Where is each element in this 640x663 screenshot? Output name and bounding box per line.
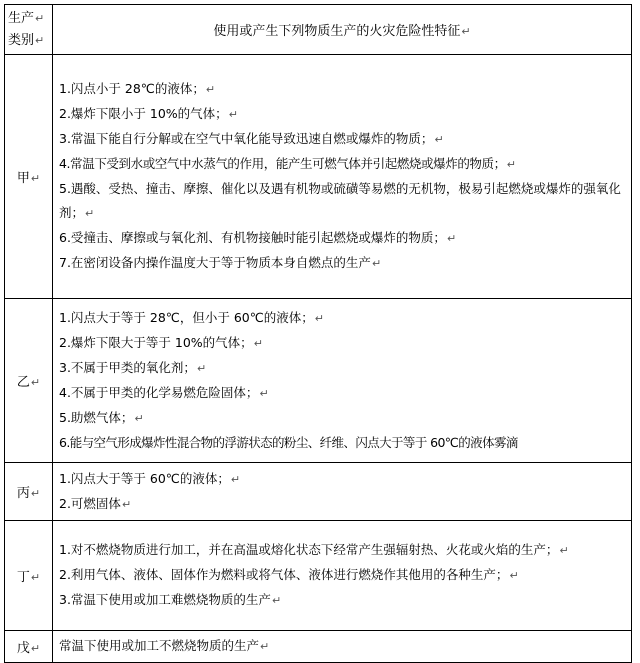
table-row bbox=[5, 463, 632, 521]
paragraph-mark: ↵ bbox=[30, 571, 41, 584]
list-item: 2.利用气体、液体、固体作为燃料或将气体、液体进行燃烧作其他用的各种生产；↵ bbox=[59, 567, 519, 582]
list-item: 3.不属于甲类的氧化剂；↵ bbox=[59, 360, 207, 375]
category-label: 乙 bbox=[16, 375, 30, 390]
paragraph-mark: ↵ bbox=[30, 376, 41, 389]
items-cell-bing bbox=[53, 463, 632, 521]
category-label: 甲 bbox=[16, 171, 30, 186]
items-cell-jia bbox=[53, 55, 632, 299]
list-item: 常温下使用或加工不燃烧物质的生产↵ bbox=[59, 638, 270, 653]
fire-hazard-classification-table bbox=[4, 4, 632, 663]
list-item: 2.爆炸下限小于 10%的气体；↵ bbox=[59, 106, 238, 121]
table-header-row bbox=[5, 5, 632, 55]
category-cell-wu bbox=[5, 631, 53, 663]
table-row bbox=[5, 299, 632, 463]
header-category-cell bbox=[5, 5, 53, 55]
table-row bbox=[5, 55, 632, 299]
items-cell-yi bbox=[53, 299, 632, 463]
list-item: 5.遇酸、受热、撞击、摩擦、催化以及遇有机物或硫磺等易燃的无机物，极易引起燃烧或爆炸的强氧化剂；↵ bbox=[59, 181, 621, 220]
category-cell-yi bbox=[5, 299, 53, 463]
header-characteristics-cell bbox=[53, 5, 632, 55]
list-item: 2.爆炸下限大于等于 10%的气体；↵ bbox=[59, 335, 263, 350]
list-item: 4.不属于甲类的化学易燃危险固体；↵ bbox=[59, 385, 269, 400]
table-row bbox=[5, 521, 632, 631]
category-cell-jia bbox=[5, 55, 53, 299]
paragraph-mark: ↵ bbox=[35, 11, 45, 25]
category-label: 戊 bbox=[16, 641, 30, 656]
items-cell-wu bbox=[53, 631, 632, 663]
list-item: 5.助燃气体；↵ bbox=[59, 410, 144, 425]
header-characteristics: 使用或产生下列物质生产的火灾危险性特征 bbox=[213, 24, 461, 39]
category-label: 丙 bbox=[16, 486, 30, 501]
list-item: 3.常温下能自行分解或在空气中氧化能导致迅速自燃或爆炸的物质；↵ bbox=[59, 131, 444, 146]
list-item: 4.常温下受到水或空气中水蒸气的作用，能产生可燃气体并引起燃烧或爆炸的物质；↵ bbox=[59, 156, 516, 171]
table-row bbox=[5, 631, 632, 663]
list-item: 1.闪点大于等于 28℃，但小于 60℃的液体；↵ bbox=[59, 310, 324, 325]
category-cell-bing bbox=[5, 463, 53, 521]
items-cell-ding bbox=[53, 521, 632, 631]
paragraph-mark: ↵ bbox=[35, 33, 45, 47]
list-item: 6.能与空气形成爆炸性混合物的浮游状态的粉尘、纤维、闪点大于等于 60℃的液体雾滴 bbox=[59, 435, 518, 450]
header-category-line1: 生产 bbox=[8, 10, 35, 26]
paragraph-mark: ↵ bbox=[30, 487, 41, 500]
list-item: 1.闪点大于等于 60℃的液体；↵ bbox=[59, 470, 241, 486]
list-item: 6.受撞击、摩擦或与氧化剂、有机物接触时能引起燃烧或爆炸的物质；↵ bbox=[59, 230, 457, 245]
list-item: 1.对不燃烧物质进行加工，并在高温或熔化状态下经常产生强辐射热、火花或火焰的生产；↵ bbox=[59, 542, 569, 557]
paragraph-mark: ↵ bbox=[461, 25, 471, 38]
category-cell-ding bbox=[5, 521, 53, 631]
list-item: 3.常温下使用或加工难燃烧物质的生产↵ bbox=[59, 592, 282, 607]
paragraph-mark: ↵ bbox=[30, 172, 41, 185]
list-item: 2.可燃固体↵ bbox=[59, 495, 132, 511]
category-label: 丁 bbox=[16, 570, 30, 585]
list-item: 7.在密闭设备内操作温度大于等于物质本身自燃点的生产↵ bbox=[59, 255, 382, 270]
header-category-line2: 类别 bbox=[8, 32, 35, 48]
list-item: 1.闪点小于 28℃的液体；↵ bbox=[59, 81, 216, 96]
paragraph-mark: ↵ bbox=[30, 642, 41, 655]
